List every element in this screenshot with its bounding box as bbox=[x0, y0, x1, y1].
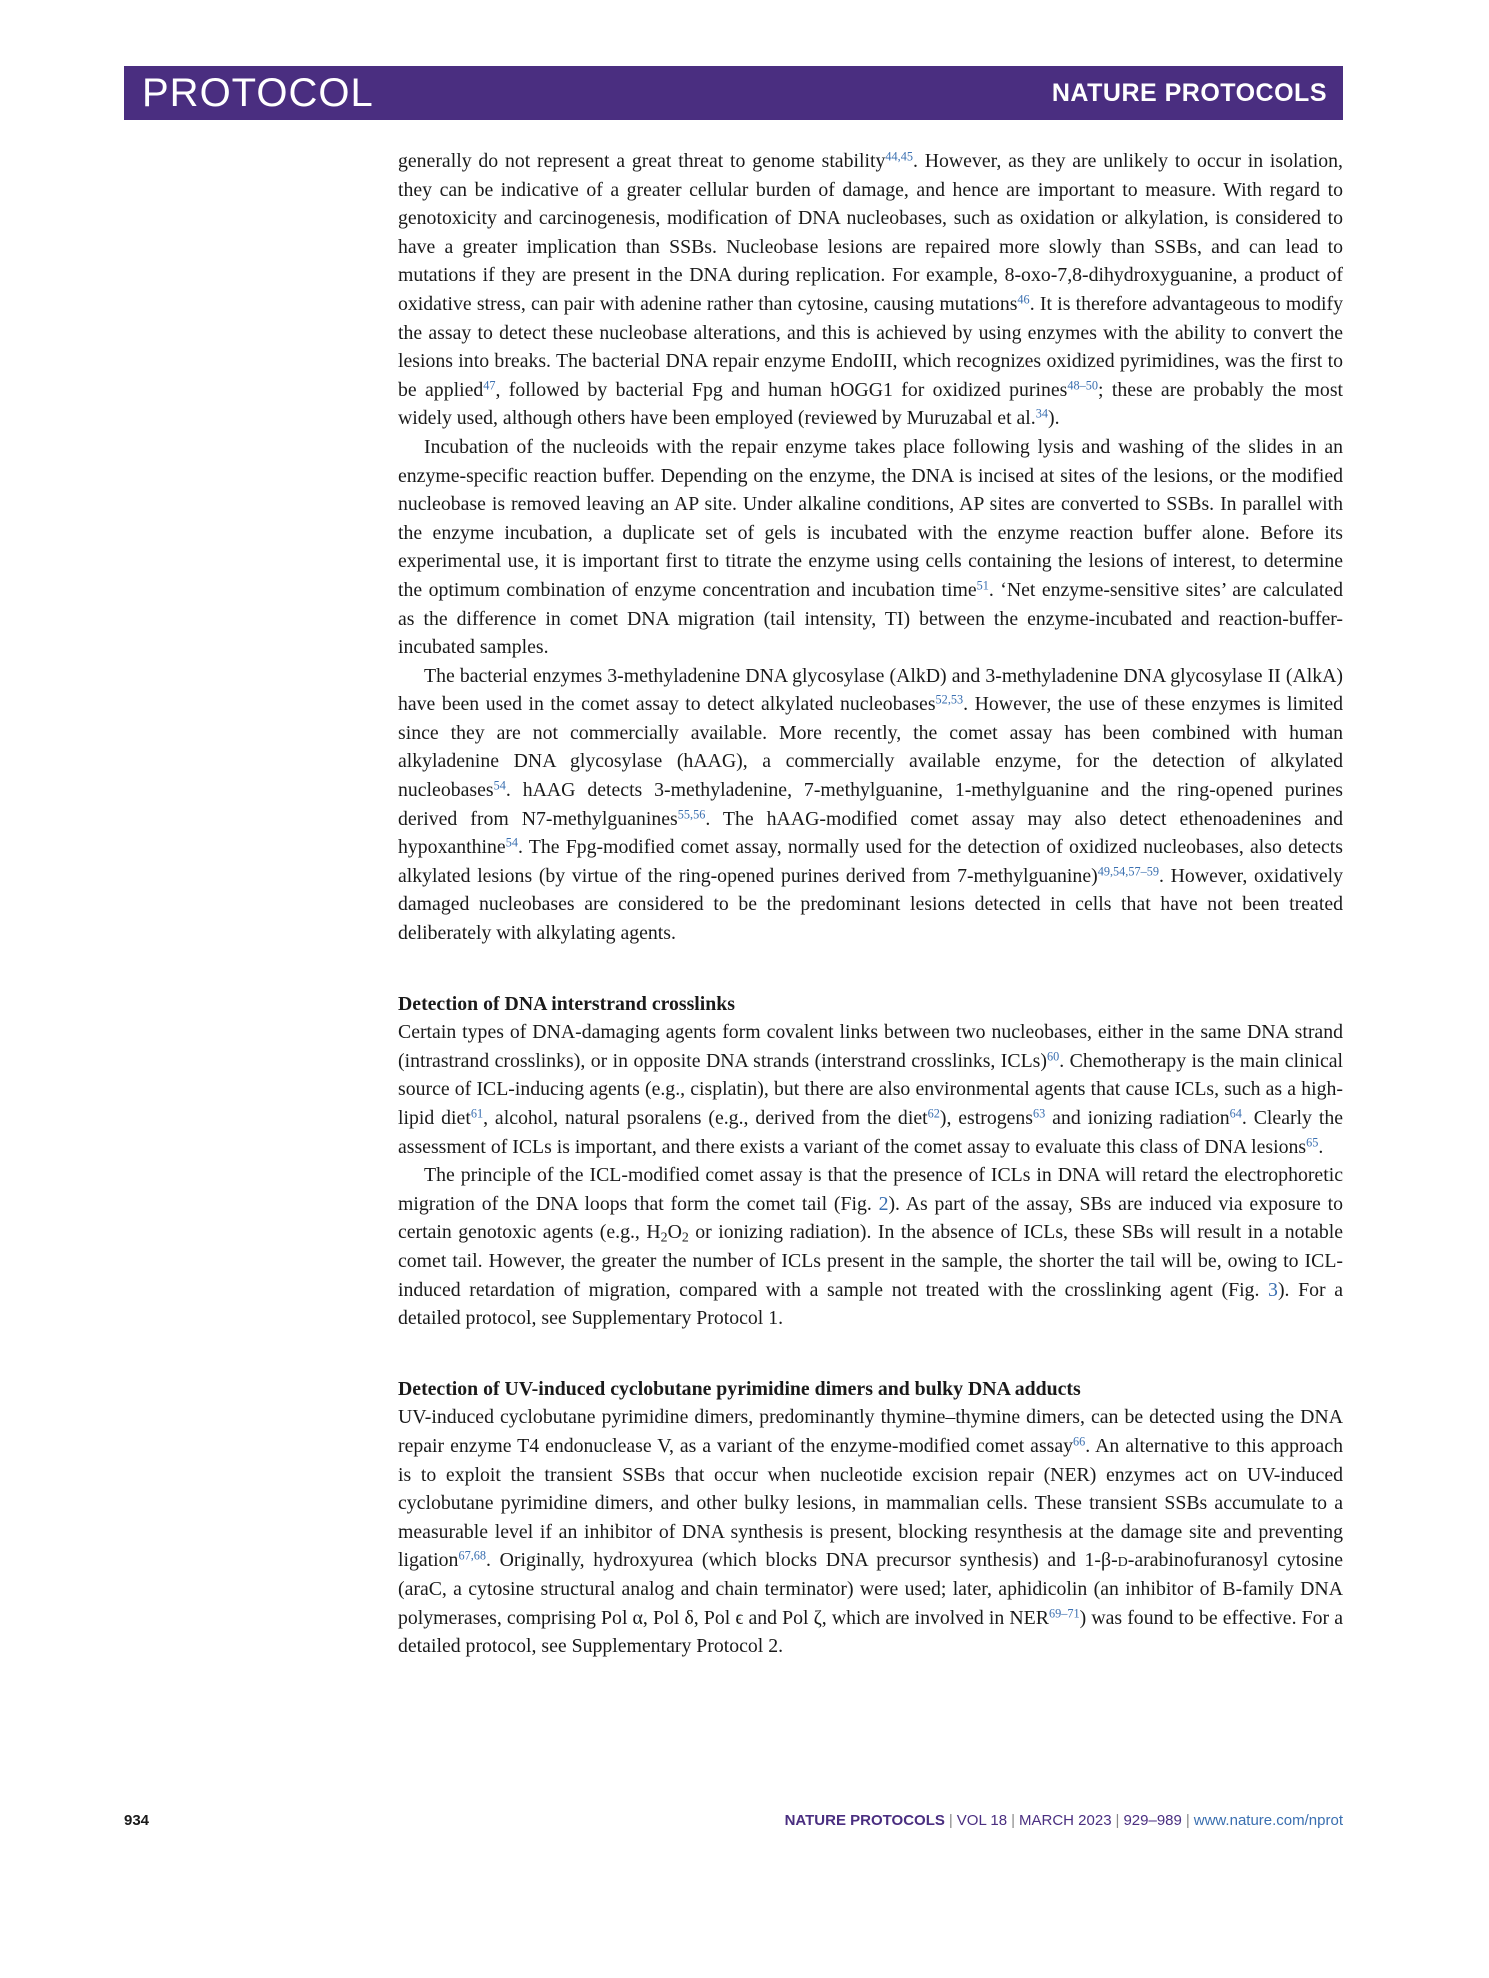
citation-link[interactable]: 65 bbox=[1306, 1134, 1319, 1149]
citation-link[interactable]: 64 bbox=[1229, 1106, 1242, 1121]
paragraph-icl-intro bbox=[398, 1018, 1343, 1161]
page-header bbox=[124, 66, 1343, 120]
text: . However, as they are unlikely to occur in isolation, they can be indicative of a greater cellular burden of damage, and hence are important to measure. With regard to genotoxicity and carcinogenesis, modification of DNA nucleobases, such as oxidation or alkylation, is considered to have a greater implication than SSBs. Nucleobase lesions are repaired more slowly than SSBs, and can lead to mutations if they are present in the DNA during replication. For example, 8-oxo-7,8-dihydroxyguanine, a product of oxidative stress, can pair with adenine rather than cytosine, causing mutations bbox=[398, 150, 1343, 315]
text: or ionizing radiation). In the absence of ICLs, these SBs will result in a notable comet tail. However, the greater the number of ICLs present in the sample, the shorter the tail will be, owing to ICL-induced retardation of migration, compared with a sample not treated with the crosslinking agent (Fig. bbox=[398, 1221, 1343, 1301]
text: . Clearly the assessment of ICLs is important, and there exists a variant of the comet assay to evaluate this class of DNA lesions bbox=[398, 1107, 1343, 1158]
text: . It is therefore advantageous to modify the assay to detect these nucleobase alterations, and this is achieved by using enzymes with the ability to convert the lesions into breaks. The bacterial DNA repair enzyme EndoIII, which recognizes oxidized pyrimidines, was the first to be applied bbox=[398, 292, 1343, 401]
citation-link[interactable]: 67,68 bbox=[458, 1548, 487, 1563]
page-number: 934 bbox=[124, 1812, 150, 1829]
footer-citation bbox=[785, 1812, 1343, 1829]
citation-link[interactable]: 66 bbox=[1073, 1434, 1086, 1449]
text: . However, the use of these enzymes is limited since they are not commercially available. More recently, the comet assay has been combined with human alkyladenine DNA glycosylase (hAAG), a commercially available enzyme, for the detection of alkylated nucleobases bbox=[398, 693, 1343, 802]
text: The principle of the ICL-modified comet assay is that the presence of ICLs in DNA will retard the electrophoretic migration of the DNA loops that form the comet tail (Fig. bbox=[398, 1164, 1343, 1215]
citation-link[interactable]: 51 bbox=[976, 578, 989, 593]
text: , followed by bacterial Fpg and human hOGG1 for oxidized purines bbox=[495, 378, 1068, 401]
citation-link[interactable]: 62 bbox=[927, 1106, 940, 1121]
citation-link[interactable]: 47 bbox=[483, 378, 496, 392]
citation-link[interactable]: 63 bbox=[1033, 1106, 1046, 1121]
separator: | bbox=[1185, 1812, 1190, 1829]
text: ). bbox=[1048, 407, 1060, 430]
citation-link[interactable]: 69–71 bbox=[1048, 1605, 1080, 1620]
text: . hAAG detects 3-methyladenine, 7-methylguanine, 1-methylguanine and the ring-opened purines derived from N7-methylguanines bbox=[398, 779, 1343, 830]
page-footer bbox=[124, 1812, 1343, 1836]
text: . Originally, hydroxyurea (which blocks DNA precursor synthesis) and 1-β- bbox=[486, 1549, 1118, 1572]
text: . Chemotherapy is the main clinical source of ICL-inducing agents (e.g., cisplatin), but there are also environmental agents that cause ICLs, such as a high-lipid diet bbox=[398, 1049, 1343, 1129]
separator: | bbox=[948, 1812, 953, 1829]
text: . The hAAG-modified comet assay may also detect ethenoadenines and hypoxanthine bbox=[398, 807, 1343, 859]
citation-link[interactable]: 61 bbox=[470, 1106, 484, 1121]
text: and ionizing radiation bbox=[1045, 1107, 1230, 1129]
text: , alcohol, natural psoralens (e.g., derived from the diet bbox=[483, 1107, 928, 1129]
citation-link[interactable]: 34 bbox=[1035, 406, 1048, 421]
citation-link[interactable]: 52,53 bbox=[935, 692, 964, 707]
text: ). For a detailed protocol, see Supplementary Protocol 1. bbox=[398, 1278, 1344, 1330]
figure-link[interactable]: 2 bbox=[878, 1192, 889, 1215]
subscript: 2 bbox=[660, 1229, 668, 1245]
text: ). As part of the assay, SBs are induced via exposure to certain genotoxic agents (e.g., H bbox=[398, 1192, 1343, 1244]
citation-link[interactable]: 46 bbox=[1017, 292, 1030, 307]
small-caps-text: d bbox=[1117, 1549, 1128, 1572]
journal-name-header: NATURE PROTOCOLS bbox=[1051, 79, 1327, 107]
text: -arabinofuranosyl cytosine (araC, a cytosine structural analog and chain terminator) were used; later, aphidicolin (an inhibitor of B-family DNA polymerases, comprising Pol α, Pol δ, Pol ϵ and Pol ζ, which are involved in NER bbox=[398, 1549, 1343, 1629]
text: ), estrogens bbox=[939, 1107, 1033, 1129]
paragraph-uv-dimers bbox=[398, 1403, 1343, 1660]
text: . The Fpg-modified comet assay, normally used for the detection of oxidized nucleobases, also detects alkylated lesions (by virtue of the ring-opened purines derived from 7-methylguanine) bbox=[398, 836, 1343, 887]
separator: | bbox=[1115, 1812, 1120, 1829]
citation-link[interactable]: 49,54,57–59 bbox=[1097, 864, 1160, 879]
section-heading-uv: Detection of UV-induced cyclobutane pyrimidine dimers and bulky DNA adducts bbox=[398, 1377, 1081, 1400]
article-body bbox=[398, 147, 1343, 1661]
text: Incubation of the nucleoids with the repair enzyme takes place following lysis and washing of the slides in an enzyme-specific reaction buffer. Depending on the enzyme, the DNA is incised at sites of the lesions, or the modified nucleobase is removed leaving an AP site. Under alkaline conditions, AP sites are converted to SSBs. In parallel with the enzyme incubation, a duplicate set of gels is incubated with the enzyme reaction buffer alone. Before its experimental use, it is important first to titrate the enzyme using cells containing the lesions of interest, to determine the optimum combination of enzyme concentration and incubation time bbox=[398, 435, 1343, 601]
text: UV-induced cyclobutane pyrimidine dimers, predominantly thymine–thymine dimers, can be detected using the DNA repair enzyme T4 endonuclease V, as a variant of the enzyme-modified comet assay bbox=[398, 1406, 1343, 1457]
citation-link[interactable]: 54 bbox=[505, 835, 518, 850]
section-label: PROTOCOL bbox=[142, 71, 374, 115]
citation-link[interactable]: 55,56 bbox=[677, 806, 706, 821]
figure-link[interactable]: 3 bbox=[1268, 1278, 1278, 1301]
text: . An alternative to this approach is to exploit the transient SSBs that occur when nucleotide excision repair (NER) enzymes act on UV-induced cyclobutane pyrimidine dimers, and other bulky lesions, in mammalian cells. These transient SSBs accumulate to a measurable level if an inhibitor of DNA synthesis is present, blocking resynthesis at the damage site and preventing ligation bbox=[398, 1434, 1343, 1572]
text: The bacterial enzymes 3-methyladenine DNA glycosylase (AlkD) and 3-methyladenine DNA glycosylase II (AlkA) have been used in the comet assay to detect alkylated nucleobases bbox=[398, 664, 1343, 716]
footer-volume: VOL 18 bbox=[956, 1812, 1008, 1829]
text: . bbox=[1318, 1135, 1324, 1158]
text: . ‘Net enzyme-sensitive sites’ are calculated as the difference in comet DNA migration (tail intensity, TI) between the enzyme-incubated and reaction-buffer-incubated samples. bbox=[398, 578, 1344, 659]
text: generally do not represent a great threat to genome stability bbox=[398, 150, 886, 172]
subscript: 2 bbox=[681, 1229, 689, 1245]
citation-link[interactable]: 44,45 bbox=[885, 149, 913, 164]
paragraph-nucleobase-lesions bbox=[398, 147, 1343, 433]
citation-link[interactable]: 60 bbox=[1046, 1049, 1060, 1064]
separator: | bbox=[1011, 1812, 1015, 1829]
paragraph-alkylated-nucleobases bbox=[398, 662, 1343, 948]
footer-journal: NATURE PROTOCOLS bbox=[784, 1812, 945, 1829]
footer-date: MARCH 2023 bbox=[1019, 1812, 1112, 1829]
section-heading-icl: Detection of DNA interstrand crosslinks bbox=[398, 992, 735, 1015]
text: O bbox=[667, 1221, 682, 1244]
text: Certain types of DNA-damaging agents form covalent links between two nucleobases, either in the same DNA strand (intrastrand crosslinks), or in opposite DNA strands (interstrand crosslinks, ICLs) bbox=[398, 1021, 1343, 1072]
journal-url-link[interactable]: www.nature.com/nprot bbox=[1193, 1812, 1343, 1829]
paragraph-enzyme-incubation bbox=[398, 433, 1343, 662]
footer-pages: 929–989 bbox=[1123, 1812, 1182, 1829]
text: ) was found to be effective. For a detailed protocol, see Supplementary Protocol 2. bbox=[398, 1606, 1343, 1658]
citation-link[interactable]: 48–50 bbox=[1067, 378, 1099, 392]
paragraph-icl-principle bbox=[398, 1161, 1343, 1333]
text: . However, oxidatively damaged nucleobases are considered to be the predominant lesions detected in cells that have not been treated deliberately with alkylating agents. bbox=[398, 864, 1343, 945]
text: ; these are probably the most widely used, although others have been employed (reviewed by Muruzabal et al. bbox=[398, 378, 1344, 430]
citation-link[interactable]: 54 bbox=[493, 778, 506, 793]
